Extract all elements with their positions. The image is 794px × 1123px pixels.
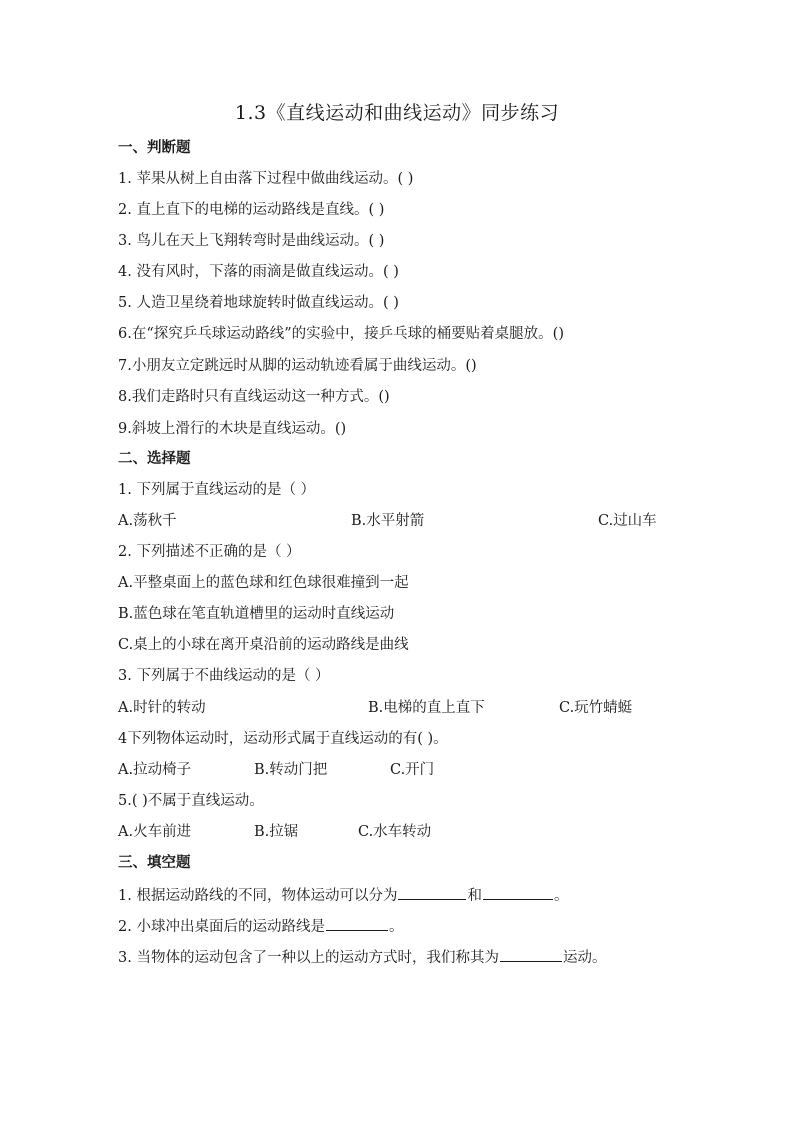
fill-question-text: 3. 当物体的运动包含了一种以上的运动方式时，我们称其为 xyxy=(118,950,499,966)
section-heading-judgment: 一、判断题 xyxy=(118,139,191,156)
fill-question xyxy=(118,916,403,937)
choice-question-stem: 3. 下列属于不曲线运动的是（ ） xyxy=(118,668,330,684)
fill-question-text: 。 xyxy=(553,888,569,904)
choice-question-stem: 5.( )不属于直线运动。 xyxy=(118,793,264,809)
choice-option: C.桌上的小球在离开桌沿前的运动路线是曲线 xyxy=(118,637,409,653)
page-title: 1.3《直线运动和曲线运动》同步练习 xyxy=(234,102,560,124)
choice-option: A.时针的转动 xyxy=(118,700,206,716)
choice-option: C.水车转动 xyxy=(358,824,432,840)
judgment-item: 1. 苹果从树上自由落下过程中做曲线运动。( ) xyxy=(118,171,414,187)
choice-option: B.水平射箭 xyxy=(351,513,425,529)
judgment-item: 3. 鸟儿在天上飞翔转弯时是曲线运动。( ) xyxy=(118,233,385,249)
fill-question-text: 。 xyxy=(388,919,404,935)
choice-option: A.火车前进 xyxy=(118,824,192,840)
answer-blank[interactable] xyxy=(326,916,388,931)
choice-option: C.玩竹蜻蜓 xyxy=(559,700,633,716)
answer-blank[interactable] xyxy=(398,885,466,900)
choice-option: A.荡秋千 xyxy=(118,513,177,529)
fill-question-text: 2. 小球冲出桌面后的运动路线是 xyxy=(118,919,325,935)
choice-option: B.蓝色球在笔直轨道槽里的运动时直线运动 xyxy=(118,606,395,622)
fill-question xyxy=(118,947,606,968)
choice-question-stem: 2. 下列描述不正确的是（ ） xyxy=(118,544,301,560)
choice-option: C.过山车 xyxy=(598,513,657,529)
section-heading-fill: 三、填空题 xyxy=(118,854,191,871)
choice-question-stem: 4下列物体运动时，运动形式属于直线运动的有( )。 xyxy=(118,731,448,747)
choice-option: B.转动门把 xyxy=(254,762,328,778)
answer-blank[interactable] xyxy=(483,885,553,900)
judgment-item: 4. 没有风时，下落的雨滴是做直线运动。( ) xyxy=(118,264,399,280)
choice-option: A.拉动椅子 xyxy=(118,762,192,778)
fill-question-text: 1. 根据运动路线的不同，物体运动可以分为 xyxy=(118,888,398,904)
fill-question-text: 运动。 xyxy=(562,950,607,966)
judgment-item: 5. 人造卫星绕着地球旋转时做直线运动。( ) xyxy=(118,295,399,311)
choice-option: B.电梯的直上直下 xyxy=(368,700,485,716)
choice-option: C.开门 xyxy=(390,762,435,778)
judgment-item: 7.小朋友立定跳远时从脚的运动轨迹看属于曲线运动。() xyxy=(118,358,477,374)
fill-question xyxy=(118,885,568,906)
choice-question-stem: 1. 下列属于直线运动的是（ ） xyxy=(118,482,316,498)
judgment-item: 9.斜坡上滑行的木块是直线运动。() xyxy=(118,421,347,437)
judgment-item: 8.我们走路时只有直线运动这一种方式。() xyxy=(118,389,390,405)
choice-option: A.平整桌面上的蓝色球和红色球很难撞到一起 xyxy=(118,575,409,591)
judgment-item: 2. 直上直下的电梯的运动路线是直线。( ) xyxy=(118,202,385,218)
judgment-item: 6.在“探究乒乓球运动路线”的实验中，接乒乓球的桶要贴着桌腿放。() xyxy=(118,326,564,342)
answer-blank[interactable] xyxy=(500,947,562,962)
fill-question-text: 和 xyxy=(467,888,482,904)
section-heading-choice: 二、选择题 xyxy=(118,450,191,467)
choice-option: B.拉锯 xyxy=(254,824,299,840)
